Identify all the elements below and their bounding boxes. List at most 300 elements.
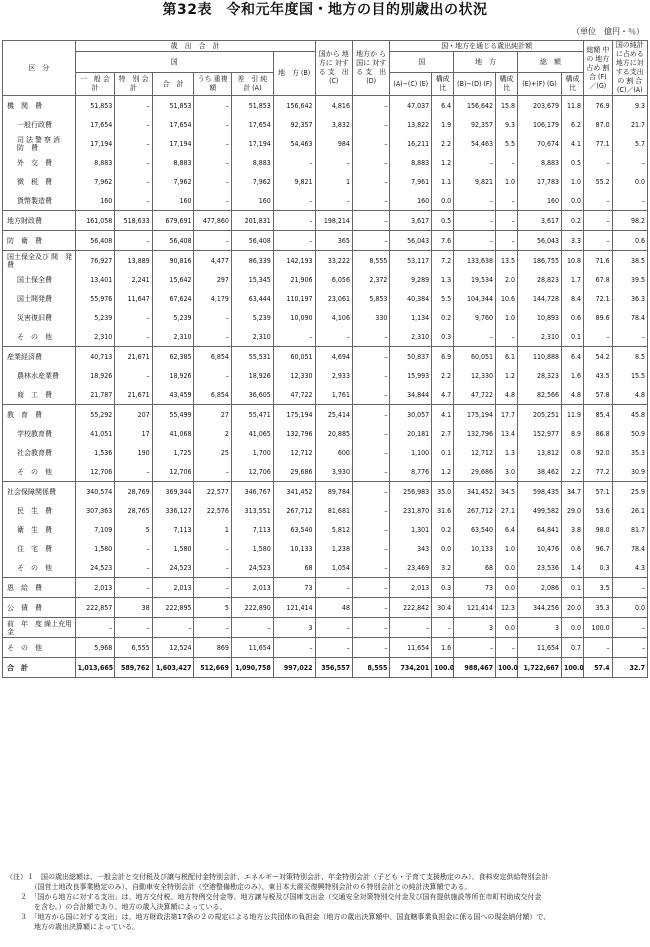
cell-value: 13,889	[115, 251, 152, 271]
cell-value: 0.0	[432, 191, 454, 211]
cell-value: 73	[273, 578, 315, 598]
cell-value: 73	[454, 578, 496, 598]
cell-value: 160	[518, 191, 562, 211]
cell-value: 8.9	[562, 424, 584, 443]
cell-value: –	[352, 366, 389, 385]
row-label: 災害復旧費	[3, 308, 76, 327]
cell-value: 0.6	[562, 308, 584, 327]
cell-value: 10,476	[518, 539, 562, 558]
cell-value: 8,883	[518, 153, 562, 172]
cell-value: 12,524	[152, 638, 194, 658]
cell-value: 6.1	[496, 347, 518, 367]
cell-value: –	[352, 638, 389, 658]
cell-value: 54.2	[584, 347, 613, 367]
cell-value: 3	[273, 618, 315, 638]
cell-value: 0.2	[432, 308, 454, 327]
cell-value: 161,058	[75, 211, 115, 231]
cell-value: 57.1	[584, 482, 613, 502]
cell-value: 356,557	[315, 658, 352, 678]
cell-value: 1.0	[562, 172, 584, 191]
cell-value: –	[454, 231, 496, 251]
cell-value: 7,962	[75, 172, 115, 191]
cell-value: 6,854	[194, 347, 231, 367]
cell-value: –	[194, 96, 231, 116]
cell-value: 1.4	[562, 558, 584, 578]
expenditure-table	[2, 40, 648, 678]
cell-value: –	[496, 153, 518, 172]
cell-value: 2,013	[75, 578, 115, 598]
cell-value: 4,179	[194, 289, 231, 308]
cell-value: 41,065	[231, 424, 273, 443]
cell-value: 518,633	[115, 211, 152, 231]
cell-value: 11,654	[390, 638, 432, 658]
cell-value: 4.1	[432, 405, 454, 425]
cell-value: 6,555	[115, 638, 152, 658]
cell-value: 2,310	[390, 327, 432, 347]
cell-value: –	[115, 539, 152, 558]
cell-value: 18,926	[231, 366, 273, 385]
header-chiho-kara: 地方か ら国に 対する 支 出 (D)	[352, 41, 389, 96]
cell-value: 43.5	[584, 366, 613, 385]
cell-value: 68	[454, 558, 496, 578]
cell-value: –	[115, 96, 152, 116]
cell-value: 12,706	[75, 462, 115, 482]
cell-value: –	[390, 618, 432, 638]
cell-value: 0.7	[562, 638, 584, 658]
table-row	[3, 385, 648, 405]
header-chiho: 地 方 (B)	[273, 52, 315, 96]
cell-value: 1,536	[75, 443, 115, 462]
cell-value: –	[115, 366, 152, 385]
cell-value: 4.3	[612, 558, 647, 578]
cell-value: –	[352, 134, 389, 153]
cell-value: 85.4	[584, 405, 613, 425]
cell-value: 34.5	[496, 482, 518, 502]
cell-value: 6.9	[432, 347, 454, 367]
cell-value: 54,463	[273, 134, 315, 153]
cell-value: 40,713	[75, 347, 115, 367]
cell-value: 369,344	[152, 482, 194, 502]
table-row	[3, 270, 648, 289]
cell-value: 5,812	[315, 520, 352, 539]
cell-value: 1,100	[390, 443, 432, 462]
table-row	[3, 520, 648, 539]
cell-value: 13.5	[496, 251, 518, 271]
cell-value: 1,722,667	[518, 658, 562, 678]
cell-value: 23,536	[518, 558, 562, 578]
cell-value: –	[454, 327, 496, 347]
cell-value: 0.1	[562, 327, 584, 347]
cell-value: 512,669	[194, 658, 231, 678]
cell-value: 2,310	[231, 327, 273, 347]
cell-value: 100.0	[584, 618, 613, 638]
cell-value: –	[584, 211, 613, 231]
cell-value: 0.8	[562, 443, 584, 462]
cell-value: 2.2	[432, 134, 454, 153]
cell-value: 5,239	[231, 308, 273, 327]
cell-value: –	[496, 327, 518, 347]
cell-value: –	[352, 482, 389, 502]
cell-value: –	[115, 327, 152, 347]
header-kuni-kara: 国から 地方に 対する 支 出 (C)	[315, 41, 352, 96]
cell-value: 30.4	[432, 598, 454, 618]
cell-value: 205,251	[518, 405, 562, 425]
cell-value: 38,462	[518, 462, 562, 482]
cell-value: –	[352, 501, 389, 520]
footnote-line: ３ 「地方から国に対する支出」は、地方財政法第17条の２の規定による地方公共団体の負担金（地方の歳出決算額中、国直轄事業負担金に係る国への現金納付額）で、	[6, 913, 551, 921]
cell-value: –	[454, 191, 496, 211]
cell-value: –	[612, 638, 647, 658]
cell-value: 0.2	[432, 520, 454, 539]
cell-value: 0.1	[432, 443, 454, 462]
cell-value: 41,068	[152, 424, 194, 443]
cell-value: 55,292	[75, 405, 115, 425]
table-row	[3, 462, 648, 482]
cell-value: 297	[194, 270, 231, 289]
table-row	[3, 539, 648, 558]
cell-value: 222,842	[390, 598, 432, 618]
cell-value: 12,712	[454, 443, 496, 462]
cell-value: 365	[315, 231, 352, 251]
cell-value: –	[352, 520, 389, 539]
cell-value: 17,654	[152, 115, 194, 134]
cell-value: 25	[194, 443, 231, 462]
cell-value: 6,854	[194, 385, 231, 405]
cell-value: 1	[194, 520, 231, 539]
row-label: 合 計	[3, 658, 76, 678]
cell-value: 20,181	[390, 424, 432, 443]
cell-value: 51,853	[152, 96, 194, 116]
cell-value: 45.8	[612, 405, 647, 425]
cell-value: 21,671	[115, 385, 152, 405]
cell-value: 25,414	[315, 405, 352, 425]
row-label: 国土保全費	[3, 270, 76, 289]
cell-value: –	[352, 558, 389, 578]
cell-value: 56,408	[152, 231, 194, 251]
cell-value: 4.8	[612, 385, 647, 405]
cell-value: 175,194	[273, 405, 315, 425]
cell-value: 3,930	[315, 462, 352, 482]
cell-value: 21,787	[75, 385, 115, 405]
cell-value: –	[584, 153, 613, 172]
cell-value: 110,197	[273, 289, 315, 308]
cell-value: –	[115, 191, 152, 211]
header-tokubetsu: 特 別 会 計	[115, 73, 152, 96]
cell-value: 47,722	[454, 385, 496, 405]
cell-value: –	[115, 558, 152, 578]
cell-value: 4.8	[496, 385, 518, 405]
cell-value: 92,357	[454, 115, 496, 134]
cell-value: 222,890	[231, 598, 273, 618]
row-label: 貨幣製造費	[3, 191, 76, 211]
cell-value: –	[115, 308, 152, 327]
cell-value: 0.0	[496, 578, 518, 598]
cell-value: 160	[75, 191, 115, 211]
row-label: 外 交 費	[3, 153, 76, 172]
cell-value: –	[194, 327, 231, 347]
cell-value: 2,241	[115, 270, 152, 289]
cell-value: 2.2	[432, 366, 454, 385]
cell-value: 8,883	[390, 153, 432, 172]
cell-value: 2.0	[496, 270, 518, 289]
cell-value: 28,769	[115, 482, 152, 502]
cell-value: –	[352, 578, 389, 598]
cell-value: –	[352, 347, 389, 367]
cell-value: 8.5	[612, 347, 647, 367]
cell-value: 17,194	[231, 134, 273, 153]
cell-value: 39.5	[612, 270, 647, 289]
cell-value: 477,860	[194, 211, 231, 231]
cell-value: 28,323	[518, 366, 562, 385]
table-row	[3, 191, 648, 211]
row-label: 学校教育費	[3, 424, 76, 443]
footnote-line: （注）１ 国の歳出総額は、一般会計と交付税及び譲与税配付金特別会計、エネルギー対策特別会計、年金特別会計（子ども・子育て支援勘定のみ）、食料安定供給特別会計	[6, 873, 549, 881]
cell-value: 267,712	[273, 501, 315, 520]
cell-value: 21,906	[273, 270, 315, 289]
cell-value: 1.6	[432, 638, 454, 658]
cell-value: 67.8	[584, 270, 613, 289]
cell-value: –	[584, 638, 613, 658]
cell-value: 13,822	[390, 115, 432, 134]
cell-value: 5,239	[152, 308, 194, 327]
cell-value: 256,983	[390, 482, 432, 502]
cell-value: –	[612, 327, 647, 347]
cell-value: 35.3	[612, 443, 647, 462]
cell-value: 2,310	[152, 327, 194, 347]
cell-value: 1.0	[496, 172, 518, 191]
table-row	[3, 366, 648, 385]
cell-value: 313,551	[231, 501, 273, 520]
cell-value: 4,477	[194, 251, 231, 271]
header-uchi: うち 重複額	[194, 73, 231, 96]
cell-value: 110,888	[518, 347, 562, 367]
cell-value: 156,642	[273, 96, 315, 116]
table-row	[3, 153, 648, 172]
header-j-chiho: 地 方	[454, 52, 518, 73]
cell-value: 5	[194, 598, 231, 618]
cell-value: 341,452	[454, 482, 496, 502]
cell-value: 341,452	[273, 482, 315, 502]
cell-value: 340,574	[75, 482, 115, 502]
cell-value: 5.7	[612, 134, 647, 153]
cell-value: 307,363	[75, 501, 115, 520]
header-wariai1: 総額 中の 地方 占め 割合 (F)／(G)	[584, 41, 613, 96]
cell-value: 1.3	[432, 270, 454, 289]
cell-value: 71.6	[584, 251, 613, 271]
row-label: 農林水産業費	[3, 366, 76, 385]
cell-value: 2,310	[518, 327, 562, 347]
cell-value: –	[194, 366, 231, 385]
cell-value: 1,700	[231, 443, 273, 462]
cell-value: 78.4	[612, 308, 647, 327]
cell-value: 6.4	[496, 520, 518, 539]
header-sashihiki: 差 引 純 計 (A)	[231, 73, 273, 96]
row-label: 徴 税 費	[3, 172, 76, 191]
row-label: 産業経済費	[3, 347, 76, 367]
cell-value: 156,642	[454, 96, 496, 116]
table-row	[3, 598, 648, 618]
cell-value: –	[352, 231, 389, 251]
cell-value: –	[315, 153, 352, 172]
cell-value: 0.0	[496, 558, 518, 578]
table-row	[3, 618, 648, 638]
cell-value: 24,523	[75, 558, 115, 578]
cell-value: 106,179	[518, 115, 562, 134]
row-label: 国土保全及び 開 発 費	[3, 251, 76, 271]
cell-value: 100.0	[432, 658, 454, 678]
cell-value: 142,193	[273, 251, 315, 271]
cell-value: 34,844	[390, 385, 432, 405]
cell-value: 56,408	[231, 231, 273, 251]
cell-value: 38.5	[612, 251, 647, 271]
table-row	[3, 289, 648, 308]
cell-value: 7.2	[432, 251, 454, 271]
cell-value: 86,339	[231, 251, 273, 271]
cell-value: 20.0	[562, 598, 584, 618]
cell-value: 198,214	[315, 211, 352, 231]
cell-value: 121,414	[273, 598, 315, 618]
cell-value: 57.8	[584, 385, 613, 405]
cell-value: 21.7	[612, 115, 647, 134]
cell-value: 160	[231, 191, 273, 211]
cell-value: 2,310	[75, 327, 115, 347]
cell-value: 12.3	[496, 598, 518, 618]
cell-value: 0.3	[584, 558, 613, 578]
cell-value: 0.0	[496, 618, 518, 638]
cell-value: 175,194	[454, 405, 496, 425]
header-bd: (B)−(D) (F)	[454, 73, 496, 96]
cell-value: 344,256	[518, 598, 562, 618]
cell-value: 17,654	[75, 115, 115, 134]
cell-value: 9.3	[496, 115, 518, 134]
cell-value: 47,037	[390, 96, 432, 116]
cell-value: –	[115, 115, 152, 134]
row-label: 機 関 費	[3, 96, 76, 116]
cell-value: 4.7	[432, 385, 454, 405]
cell-value: 4.1	[562, 134, 584, 153]
cell-value: 2.7	[432, 424, 454, 443]
cell-value: –	[352, 405, 389, 425]
cell-value: 1,580	[152, 539, 194, 558]
row-label: 公 債 費	[3, 598, 76, 618]
cell-value: 17,194	[75, 134, 115, 153]
cell-value: 23,469	[390, 558, 432, 578]
cell-value: 54,463	[454, 134, 496, 153]
cell-value: 1,134	[390, 308, 432, 327]
cell-value: 2,013	[390, 578, 432, 598]
cell-value: 0.2	[562, 211, 584, 231]
cell-value: 13.4	[496, 424, 518, 443]
cell-value: 330	[352, 308, 389, 327]
cell-value: 98.2	[612, 211, 647, 231]
table-row	[3, 251, 648, 271]
cell-value: 152,977	[518, 424, 562, 443]
cell-value: 186,755	[518, 251, 562, 271]
row-label: 一般行政費	[3, 115, 76, 134]
cell-value: 18,926	[75, 366, 115, 385]
cell-value: 21,671	[115, 347, 152, 367]
table-row	[3, 501, 648, 520]
cell-value: 3.5	[584, 578, 613, 598]
cell-value: –	[194, 115, 231, 134]
cell-value: 598,435	[518, 482, 562, 502]
cell-value: –	[352, 115, 389, 134]
cell-value: 7,113	[231, 520, 273, 539]
cell-value: 15,993	[390, 366, 432, 385]
cell-value: 1,301	[390, 520, 432, 539]
cell-value: –	[496, 231, 518, 251]
cell-value: 5	[115, 520, 152, 539]
cell-value: 50.9	[612, 424, 647, 443]
cell-value: –	[194, 308, 231, 327]
cell-value: 231,870	[390, 501, 432, 520]
cell-value: 869	[194, 638, 231, 658]
header-kosei3: 構成 比	[562, 73, 584, 96]
cell-value: 2,372	[352, 270, 389, 289]
cell-value: 5.5	[496, 134, 518, 153]
cell-value: 15.8	[496, 96, 518, 116]
cell-value: 1,054	[315, 558, 352, 578]
table-row	[3, 134, 648, 153]
cell-value: –	[194, 153, 231, 172]
cell-value: –	[352, 443, 389, 462]
header-kubun: 区 分	[3, 41, 76, 96]
cell-value: 734,201	[390, 658, 432, 678]
cell-value: 23,061	[315, 289, 352, 308]
cell-value: 15,345	[231, 270, 273, 289]
cell-value: 11,647	[115, 289, 152, 308]
table-row	[3, 578, 648, 598]
cell-value: –	[115, 578, 152, 598]
cell-value: 1.1	[432, 172, 454, 191]
row-label: 民 生 費	[3, 501, 76, 520]
cell-value: –	[584, 327, 613, 347]
cell-value: 43,459	[152, 385, 194, 405]
cell-value: 16,211	[390, 134, 432, 153]
header-j-kuni: 国	[390, 52, 454, 73]
table-row	[3, 172, 648, 191]
cell-value: 32.7	[612, 658, 647, 678]
cell-value: 1,603,427	[152, 658, 194, 678]
cell-value: 0.0	[432, 539, 454, 558]
row-label: そ の 他	[3, 558, 76, 578]
table-row	[3, 115, 648, 134]
cell-value: 12,330	[454, 366, 496, 385]
cell-value: 679,691	[152, 211, 194, 231]
row-label: 前 年 度 繰上充用金	[3, 618, 76, 638]
cell-value: –	[194, 134, 231, 153]
cell-value: 26.1	[612, 501, 647, 520]
cell-value: –	[273, 211, 315, 231]
cell-value: –	[115, 231, 152, 251]
cell-value: –	[115, 172, 152, 191]
cell-value: 27	[194, 405, 231, 425]
cell-value: 15.5	[612, 366, 647, 385]
cell-value: 104,344	[454, 289, 496, 308]
cell-value: –	[612, 153, 647, 172]
cell-value: –	[612, 578, 647, 598]
cell-value: 10,090	[273, 308, 315, 327]
cell-value: 9,760	[454, 308, 496, 327]
cell-value: –	[352, 462, 389, 482]
cell-value: 29,686	[273, 462, 315, 482]
cell-value: 132,796	[273, 424, 315, 443]
cell-value: 92,357	[273, 115, 315, 134]
cell-value: 1.0	[496, 308, 518, 327]
cell-value: 2.2	[562, 462, 584, 482]
cell-value: 17,654	[231, 115, 273, 134]
cell-value: 41,051	[75, 424, 115, 443]
